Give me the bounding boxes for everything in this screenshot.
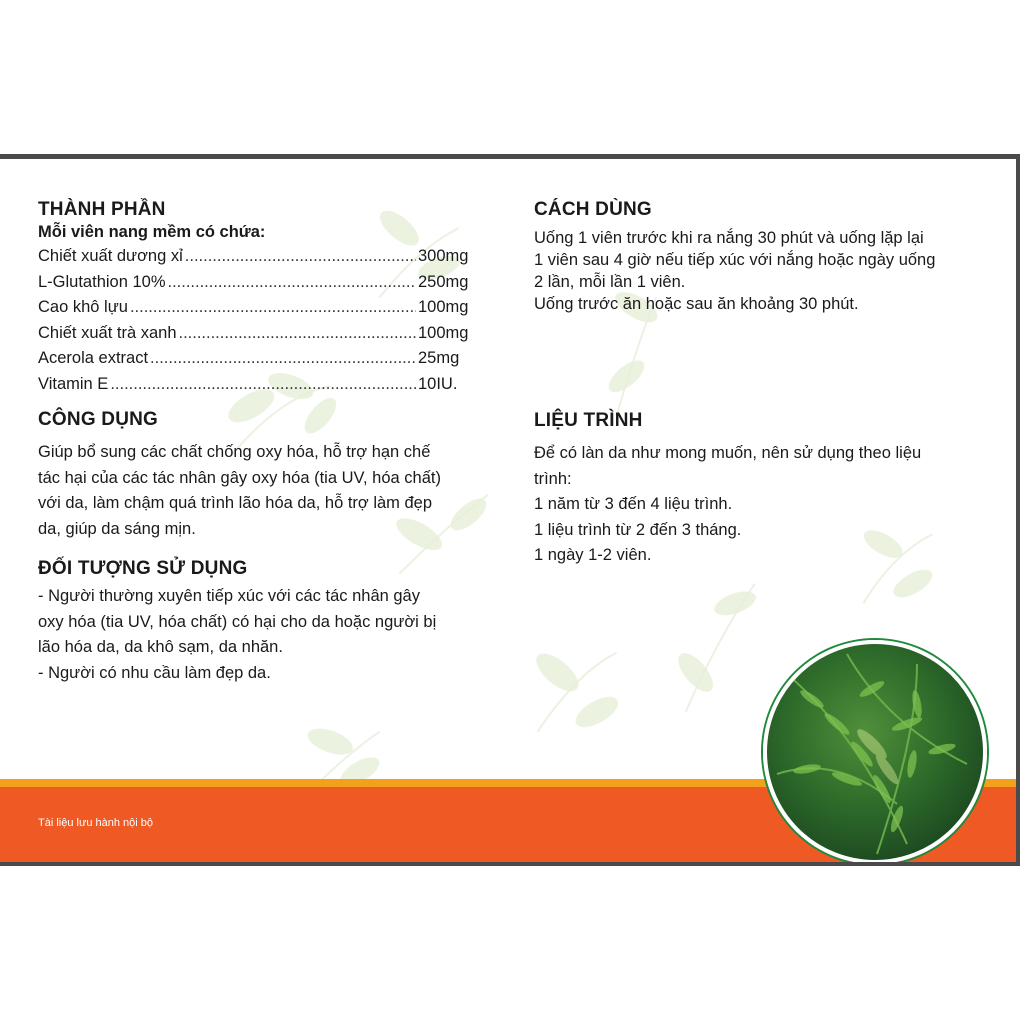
ingredient-row	[38, 270, 478, 296]
ingredient-amount: 10IU.	[418, 374, 458, 393]
uses-section	[38, 409, 493, 542]
dot-leader	[150, 346, 416, 372]
product-leaflet	[0, 154, 1020, 866]
directions-line: Uống trước ăn hoặc sau ăn khoảng 30 phút.	[534, 295, 859, 313]
directions-line: 1 viên sau 4 giờ nếu tiếp xúc với nắng hoặc ngày uống	[534, 251, 936, 269]
uses-title: CÔNG DỤNG	[38, 409, 159, 430]
ingredients-section	[38, 199, 493, 397]
audience-line: - Người có nhu cầu làm đẹp da.	[38, 663, 271, 682]
course-section	[534, 410, 984, 569]
ingredient-amount: 250mg	[418, 272, 469, 291]
ingredient-name: Vitamin E	[38, 374, 109, 393]
ingredient-row	[38, 372, 478, 398]
fern-illustration	[767, 644, 983, 860]
ingredient-name: Cao khô lựu	[38, 298, 128, 316]
directions-title: CÁCH DÙNG	[534, 199, 652, 220]
dot-leader	[168, 270, 417, 296]
directions-line: Uống 1 viên trước khi ra nắng 30 phút và uống lặp lại	[534, 229, 924, 247]
audience-title: ĐỐI TƯỢNG SỬ DỤNG	[38, 558, 248, 579]
ingredient-row	[38, 295, 478, 321]
audience-section	[38, 558, 493, 686]
audience-line: lão hóa da, da khô sạm, da nhăn.	[38, 638, 283, 656]
course-title: LIỆU TRÌNH	[534, 410, 643, 431]
course-line: Để có làn da như mong muốn, nên sử dụng theo liệu	[534, 444, 922, 462]
ingredient-amount: 100mg	[418, 298, 469, 316]
uses-line: Giúp bổ sung các chất chống oxy hóa, hỗ trợ hạn chế	[38, 443, 431, 461]
course-line: 1 năm từ 3 đến 4 liệu trình.	[534, 495, 733, 513]
ingredient-name: Chiết xuất dương xỉ	[38, 247, 183, 265]
dot-leader	[130, 295, 416, 321]
uses-line: với da, làm chậm quá trình lão hóa da, hỗ trợ làm đẹp	[38, 494, 433, 512]
course-line: 1 liệu trình từ 2 đến 3 tháng.	[534, 520, 742, 539]
uses-line: da, giúp da sáng mịn.	[38, 519, 196, 538]
course-line: 1 ngày 1-2 viên.	[534, 546, 652, 564]
audience-line: - Người thường xuyên tiếp xúc với các tác nhân gây	[38, 587, 420, 605]
directions-line: 2 lần, mỗi lần 1 viên.	[534, 273, 686, 291]
ingredient-amount: 100mg	[418, 323, 469, 342]
ingredient-amount: 25mg	[418, 349, 460, 367]
directions-section	[534, 199, 984, 315]
ingredients-subtitle: Mỗi viên nang mềm có chứa:	[38, 223, 266, 241]
left-column	[38, 199, 493, 686]
course-line: trình:	[534, 469, 572, 488]
ingredient-row	[38, 321, 478, 347]
ingredient-row	[38, 346, 478, 372]
ingredient-name: L-Glutathion 10%	[38, 272, 166, 291]
audience-line: oxy hóa (tia UV, hóa chất) có hại cho da hoặc người bị	[38, 612, 437, 631]
ingredient-amount: 300mg	[418, 247, 469, 265]
ingredient-row	[38, 244, 478, 270]
ingredient-name: Acerola extract	[38, 349, 149, 367]
ingredients-title: THÀNH PHẦN	[38, 199, 166, 220]
fern-photo	[763, 640, 987, 864]
dot-leader	[179, 321, 417, 347]
dot-leader	[185, 244, 416, 270]
dot-leader	[110, 372, 416, 398]
footer-note: Tài liệu lưu hành nội bộ	[38, 817, 153, 829]
right-column	[534, 199, 984, 569]
ingredient-name: Chiết xuất trà xanh	[38, 323, 177, 342]
uses-line: tác hại của các tác nhân gây oxy hóa (tia UV, hóa chất)	[38, 468, 441, 487]
